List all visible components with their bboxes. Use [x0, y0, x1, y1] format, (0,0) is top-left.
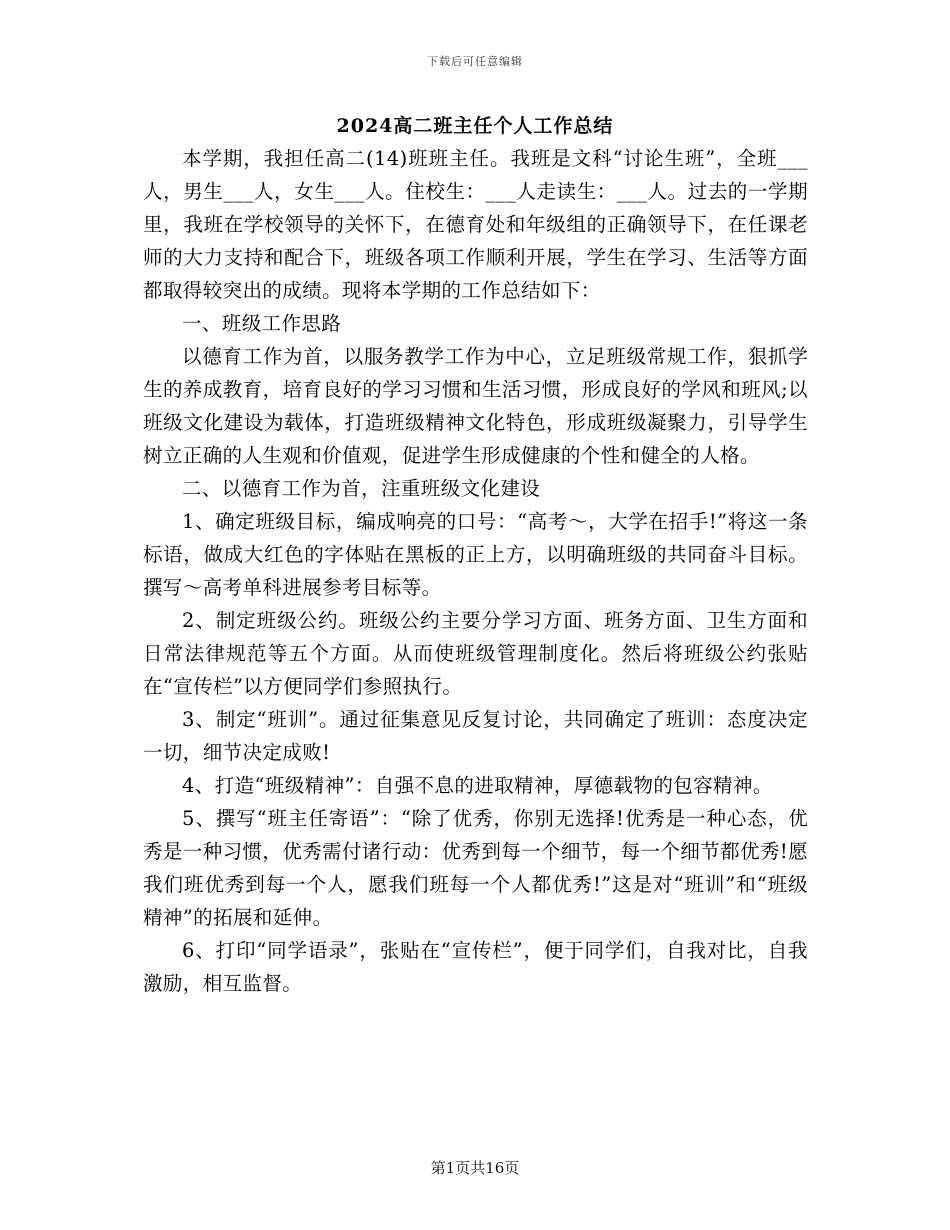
section-heading-1: 一、班级工作思路 [182, 312, 342, 335]
document-title: 2024高二班主任个人工作总结 [336, 115, 614, 137]
paragraph-item-1: 1、确定班级目标，编成响亮的口号：“高考～，大学在招手!”将这一条标语，做成大红色的字体贴在黑板的正上方，以明确班级的共同奋斗目标。撰写～高考单科进展参考目标等。 [143, 510, 808, 599]
page-footer: 第1页共16页 [430, 1159, 520, 1177]
section-heading-2: 二、以德育工作为首，注重班级文化建设 [182, 477, 541, 500]
header-note: 下载后可任意编辑 [427, 55, 523, 68]
paragraph-item-2: 2、制定班级公约。班级公约主要分学习方面、班务方面、卫生方面和日常法律规范等五个方面。从而使班级管理制度化。然后将班级公约张贴在“宣传栏”以方便同学们参照执行。 [143, 609, 808, 698]
paragraph-item-4: 4、打造“班级精神”：自强不息的进取精神，厚德载物的包容精神。 [182, 774, 773, 797]
paragraph-item-3: 3、制定“班训”。通过征集意见反复讨论，共同确定了班训：态度决定一切，细节决定成败! [143, 708, 808, 764]
document-body [143, 142, 808, 1000]
paragraph-intro: 本学期，我担任高二(14)班班主任。我班是文科“讨论生班”，全班___人，男生___人，女生___人。住校生：___人走读生：___人。过去的一学期里，我班在学校领导的关怀下，在德育处和年级组的正确领导下，在任课老师的大力支持和配合下，班级各项工作顺利开展，学生在学习、生活等方面都取得较突出的成绩。现将本学期的工作总结如下： [143, 147, 808, 302]
paragraph-item-5: 5、撰写“班主任寄语”：“除了优秀，你别无选择!优秀是一种心态，优秀是一种习惯，优秀需付诸行动：优秀到每一个细节，每一个细节都优秀!愿我们班优秀到每一个人，愿我们班每一个人都优秀!”这是对“班训”和“班级精神”的拓展和延伸。 [143, 807, 808, 929]
paragraph-work-ideas: 以德育工作为首，以服务教学工作为中心，立足班级常规工作，狠抓学生的养成教育，培育良好的学习习惯和生活习惯，形成良好的学风和班风;以班级文化建设为载体，打造班级精神文化特色，形成班级凝聚力，引导学生树立正确的人生观和价值观，促进学生形成健康的个性和健全的人格。 [143, 345, 808, 467]
paragraph-item-6: 6、打印“同学语录”，张贴在“宣传栏”，便于同学们，自我对比，自我激励，相互监督。 [143, 939, 808, 995]
